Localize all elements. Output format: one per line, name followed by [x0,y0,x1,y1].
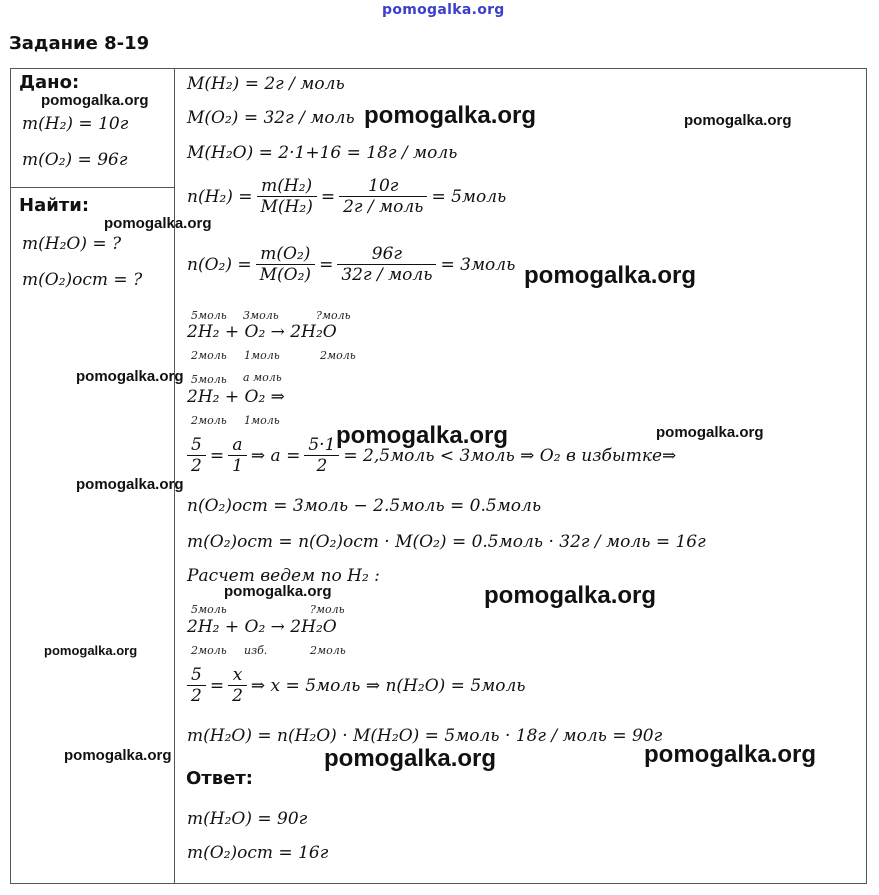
reaction-equation-3: 2H₂ + O₂ → 2H₂O [187,617,337,637]
solution-line-molar-h2o: M(H₂O) = 2·1+16 = 18г / моль [187,143,458,163]
expr: = 3моль [440,254,516,275]
fraction [257,176,317,217]
eq3-top-label: 5моль [191,603,227,616]
equals: = [209,675,225,696]
expr: n(H₂) = [187,186,253,207]
equals: = [209,445,225,466]
watermark: pomogalka.org [41,92,149,109]
watermark: pomogalka.org [104,215,212,232]
answer-line: m(H₂O) = 90г [187,809,308,829]
fraction [228,435,247,476]
given-line: m(O₂) = 96г [22,150,128,170]
task-title: Задание 8-19 [9,33,150,54]
eq2-top-label: a моль [243,371,282,384]
eq1-bottom-label: 1моль [244,349,280,362]
fraction [256,244,315,285]
denominator: 2 [191,686,202,706]
reaction-equation-1: 2H₂ + O₂ → 2H₂O [187,322,337,342]
eq1-top-label: 5моль [191,309,227,322]
fraction [187,665,206,706]
eq3-bottom-label: 2моль [191,644,227,657]
expr: n(O₂) = [187,254,252,275]
eq3-bottom-label: 2моль [310,644,346,657]
watermark: pomogalka.org [364,102,537,129]
site-header-watermark[interactable]: pomogalka.org [382,2,505,18]
solution-line-proportion-x [187,665,526,706]
numerator: m(O₂) [256,244,315,265]
solution-line-m-o2-remaining: m(O₂)ост = n(O₂)ост · M(O₂) = 0.5моль · 32г / моль = 16г [187,532,706,552]
solution-line-n-o2 [187,244,515,285]
find-line: m(O₂)ост = ? [22,270,143,290]
reaction-equation-2: 2H₂ + O₂ ⇒ [187,387,285,407]
numerator: 96г [337,244,436,265]
expr: = 2,5моль < 3моль ⇒ O₂ в избытке⇒ [343,445,677,466]
eq3-bottom-label: изб. [244,644,268,657]
watermark: pomogalka.org [76,368,184,385]
eq2-bottom-label: 1моль [244,414,280,427]
numerator: 5 [187,665,206,686]
denominator: 2 [316,456,328,476]
expr: = 5моль [431,186,507,207]
watermark: pomogalka.org [644,741,817,768]
fraction [339,176,427,217]
solution-line-molar-o2: M(O₂) = 32г / моль [187,108,355,128]
table-divider-horizontal [10,187,175,188]
equals: = [320,186,336,207]
watermark: pomogalka.org [656,424,764,441]
fraction [228,665,247,706]
numerator: 5·1 [304,435,339,456]
denominator: 32г / моль [341,265,433,285]
eq1-top-label: 3моль [243,309,279,322]
find-heading: Найти: [19,195,90,216]
eq1-bottom-label: 2моль [320,349,356,362]
eq1-top-label: ?моль [316,309,351,322]
numerator: x [228,665,247,686]
watermark: pomogalka.org [524,262,697,289]
watermark: pomogalka.org [44,643,138,658]
watermark: pomogalka.org [324,745,497,772]
equals: = [319,254,334,275]
fraction [304,435,339,476]
watermark: pomogalka.org [336,422,509,449]
numerator: a [228,435,247,456]
given-heading: Дано: [19,72,80,93]
answer-heading: Ответ: [186,768,253,789]
denominator: M(O₂) [259,265,312,285]
expr: ⇒ x = 5моль ⇒ n(H₂O) = 5моль [250,675,526,696]
fraction [337,244,436,285]
answer-line: m(O₂)ост = 16г [187,843,329,863]
watermark: pomogalka.org [76,476,184,493]
solution-line-molar-h2: M(H₂) = 2г / моль [187,74,345,94]
denominator: 1 [232,456,243,476]
denominator: 2г / моль [343,197,424,217]
given-line: m(H₂) = 10г [22,114,129,134]
watermark: pomogalka.org [684,112,792,129]
watermark: pomogalka.org [64,747,172,764]
eq3-top-label: ?моль [310,603,345,616]
fraction [187,435,206,476]
denominator: 2 [191,456,202,476]
watermark: pomogalka.org [484,582,657,609]
find-line: m(H₂O) = ? [22,234,122,254]
solution-line-calc-note: Расчет ведем по H₂ : [187,566,380,586]
numerator: m(H₂) [257,176,317,197]
eq2-bottom-label: 2моль [191,414,227,427]
numerator: 10г [339,176,427,197]
denominator: 2 [232,686,243,706]
eq2-top-label: 5моль [191,373,227,386]
expr: ⇒ a = [250,445,301,466]
eq1-bottom-label: 2моль [191,349,227,362]
watermark: pomogalka.org [224,583,332,600]
solution-line-n-h2 [187,176,506,217]
solution-line-n-o2-remaining: n(O₂)ост = 3моль − 2.5моль = 0.5моль [187,496,542,516]
solution-line-m-h2o: m(H₂O) = n(H₂O) · M(H₂O) = 5моль · 18г / моль = 90г [187,726,663,746]
numerator: 5 [187,435,206,456]
denominator: M(H₂) [260,197,313,217]
